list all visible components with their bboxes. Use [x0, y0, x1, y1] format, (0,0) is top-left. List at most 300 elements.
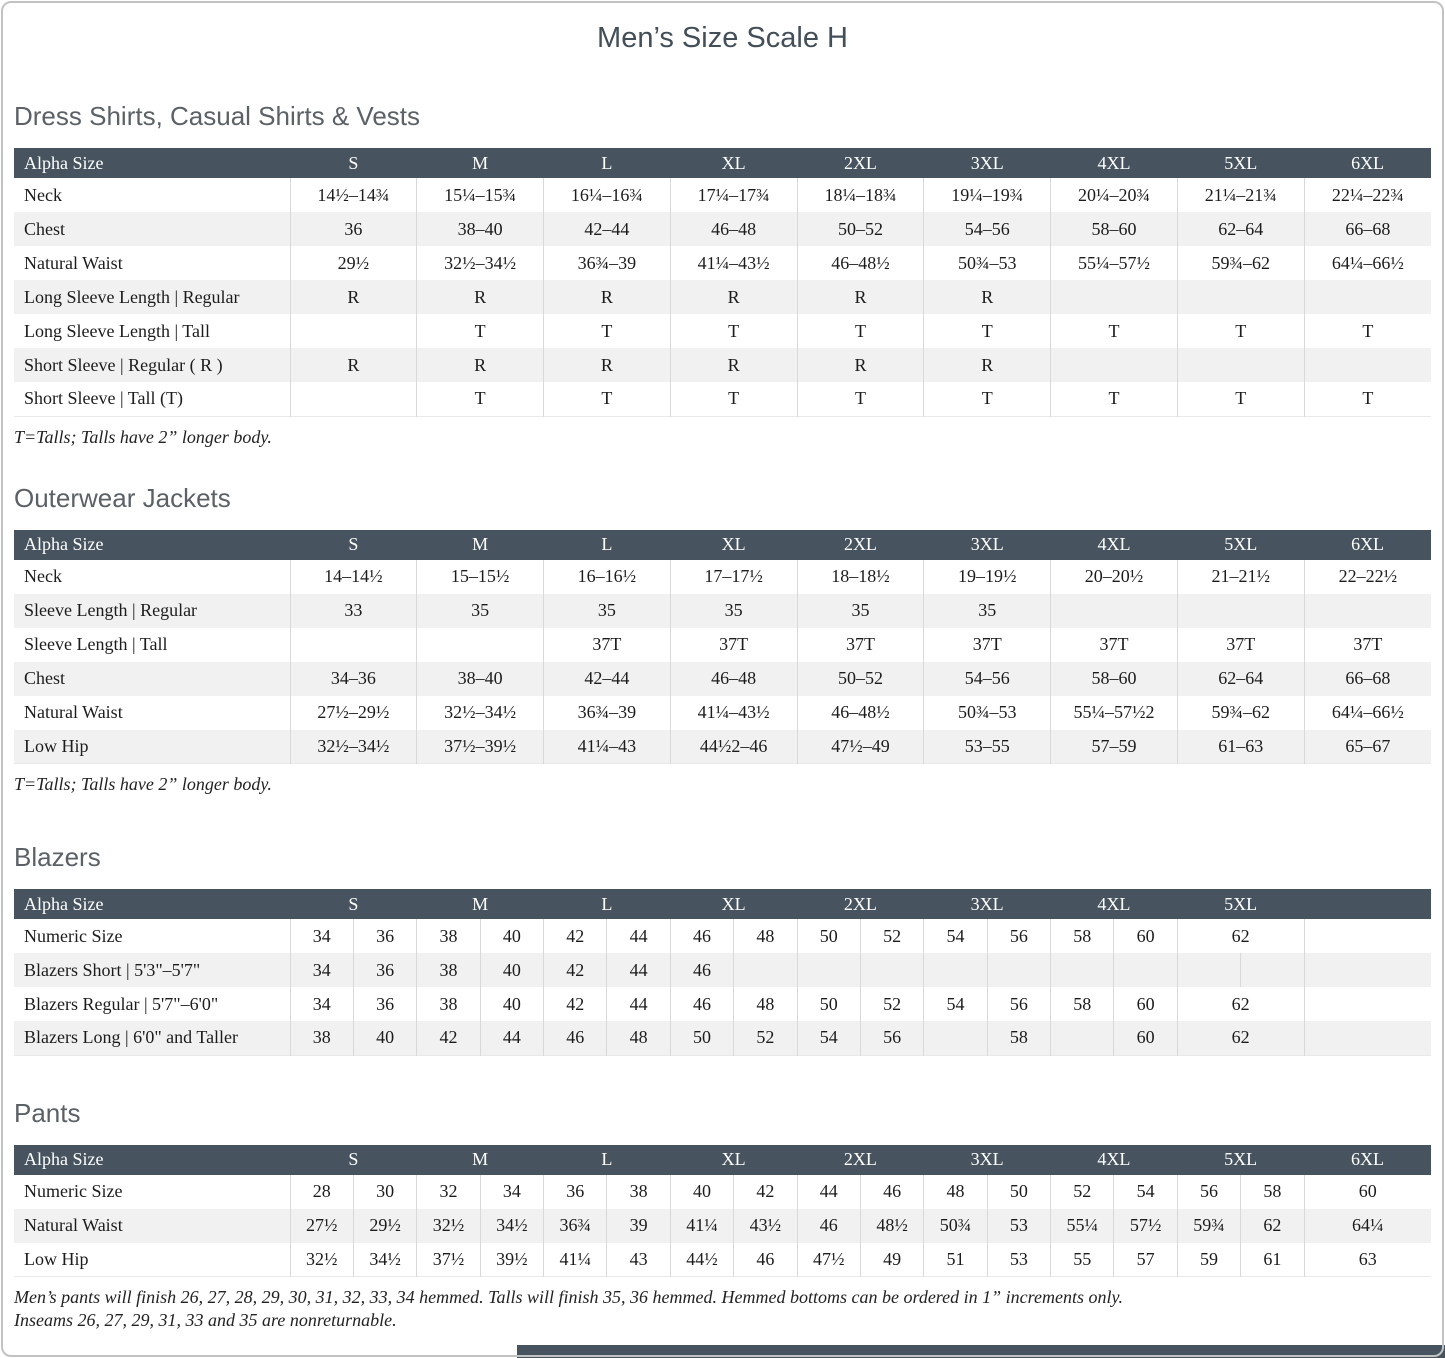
size-column-header: M: [417, 889, 544, 919]
size-cell: 27½: [290, 1209, 353, 1243]
row-label: Natural Waist: [24, 252, 123, 273]
size-cell: 36: [544, 1175, 607, 1209]
size-cell: 29½: [290, 246, 417, 280]
size-cell: 46: [670, 987, 733, 1021]
size-cell: 37T: [670, 628, 797, 662]
size-column-header: L: [544, 889, 671, 919]
size-cell: 34½: [353, 1243, 416, 1277]
size-cell: R: [417, 280, 544, 314]
size-cell: 30: [353, 1175, 416, 1209]
size-table: [14, 1145, 1431, 1278]
size-cell: T: [1304, 314, 1431, 348]
size-cell: 42: [417, 1021, 480, 1055]
size-cell: [417, 628, 544, 662]
section-heading-outerwear-jackets: Outerwear Jackets: [14, 482, 231, 513]
size-cell: R: [290, 348, 417, 382]
size-cell: 61–63: [1177, 730, 1304, 764]
size-cell: 60: [1114, 919, 1177, 953]
dress-shirts-footnote: T=Talls; Talls have 2” longer body.: [14, 426, 272, 447]
size-cell: 50¾–53: [924, 696, 1051, 730]
size-cell: 50: [670, 1021, 733, 1055]
row-label: Sleeve Length | Tall: [24, 634, 168, 654]
size-cell: 43½: [734, 1209, 797, 1243]
size-cell: 40: [480, 953, 543, 987]
row-label: Numeric Size: [24, 925, 123, 946]
size-cell: 46: [797, 1209, 860, 1243]
alpha-size-header-cell: Alpha Size: [14, 889, 290, 919]
size-cell: 38–40: [417, 662, 544, 696]
size-cell: 46: [670, 919, 733, 953]
size-cell: [1304, 919, 1431, 953]
size-cell: 34: [290, 953, 353, 987]
section-heading-pants: Pants: [14, 1097, 81, 1128]
size-cell: 54–56: [924, 212, 1051, 246]
row-label: Neck: [24, 566, 62, 586]
size-cell: 50: [797, 919, 860, 953]
size-cell: 42: [544, 919, 607, 953]
size-cell: [1177, 594, 1304, 628]
size-column-header: 6XL: [1304, 148, 1431, 178]
size-cell: 32½–34½: [290, 730, 417, 764]
size-cell: 44: [797, 1175, 860, 1209]
size-cell: 48: [734, 987, 797, 1021]
size-cell: [1304, 348, 1431, 382]
size-cell: 46: [544, 1021, 607, 1055]
size-cell: 56: [987, 987, 1050, 1021]
size-cell: 38–40: [417, 212, 544, 246]
outerwear-jackets-table-host: [14, 530, 1431, 765]
size-column-header: 6XL: [1304, 1145, 1431, 1175]
size-cell: 15¼–15¾: [417, 178, 544, 212]
size-cell: 38: [417, 919, 480, 953]
outerwear-jackets-footnote: T=Talls; Talls have 2” longer body.: [14, 774, 272, 794]
size-cell: 36¾: [544, 1209, 607, 1243]
size-column-header: S: [290, 1145, 417, 1175]
size-cell: 50: [797, 987, 860, 1021]
table-row: [14, 953, 1431, 987]
size-cell: 56: [1177, 1175, 1240, 1209]
row-label: Numeric Size: [24, 1181, 123, 1201]
size-cell: 50¾–53: [924, 246, 1051, 280]
table-row: [14, 696, 1431, 730]
size-cell: 37T: [924, 628, 1051, 662]
size-column-header: 3XL: [924, 889, 1051, 919]
size-cell: 62: [1177, 987, 1304, 1021]
size-cell: 32½: [290, 1243, 353, 1277]
row-label: Long Sleeve Length | Tall: [24, 320, 210, 341]
size-cell: 59¾: [1177, 1209, 1240, 1243]
size-column-header: XL: [670, 889, 797, 919]
size-cell: 47½–49: [797, 730, 924, 764]
size-cell: R: [544, 280, 671, 314]
size-cell: 38: [290, 1021, 353, 1055]
size-cell: 58: [1051, 919, 1114, 953]
size-cell: 51: [924, 1243, 987, 1277]
row-label: Short Sleeve | Tall (T): [24, 388, 183, 409]
size-cell: 55: [1051, 1243, 1114, 1277]
size-cell: 50: [987, 1175, 1050, 1209]
size-cell: 64¼–66½: [1304, 246, 1431, 280]
size-table: [14, 889, 1431, 1056]
size-cell: 65–67: [1304, 730, 1431, 764]
size-cell: [1177, 953, 1240, 987]
row-label: Natural Waist: [24, 1215, 123, 1235]
section-blazers: [14, 841, 1431, 1056]
size-cell: 38: [417, 987, 480, 1021]
size-column-header: 4XL: [1051, 889, 1178, 919]
size-cell: 62: [1241, 1209, 1304, 1243]
size-cell: 62–64: [1177, 212, 1304, 246]
size-cell: 41¼: [670, 1209, 733, 1243]
size-column-header: 3XL: [924, 148, 1051, 178]
size-cell: 52: [860, 919, 923, 953]
table-row: [14, 212, 1431, 246]
size-cell: T: [417, 382, 544, 416]
size-cell: T: [797, 382, 924, 416]
size-cell: 20¼–20¾: [1051, 178, 1178, 212]
size-cell: T: [1051, 382, 1178, 416]
size-cell: 44: [480, 1021, 543, 1055]
size-cell: R: [797, 280, 924, 314]
size-cell: 57: [1114, 1243, 1177, 1277]
size-cell: 58–60: [1051, 212, 1178, 246]
size-cell: 41¼–43½: [670, 246, 797, 280]
size-cell: 61: [1241, 1243, 1304, 1277]
blazers-table-host: [14, 889, 1431, 1056]
size-cell: 39½: [480, 1243, 543, 1277]
size-cell: 55¼–57½: [1051, 246, 1178, 280]
size-cell: 37T: [1177, 628, 1304, 662]
size-cell: 54–56: [924, 662, 1051, 696]
size-cell: 46: [860, 1175, 923, 1209]
row-label: Long Sleeve Length | Regular: [24, 286, 240, 307]
size-cell: 32½–34½: [417, 246, 544, 280]
size-cell: 46–48: [670, 662, 797, 696]
size-cell: 53–55: [924, 730, 1051, 764]
size-cell: 56: [987, 919, 1050, 953]
size-cell: 34: [480, 1175, 543, 1209]
size-cell: [924, 953, 987, 987]
table-row: [14, 1175, 1431, 1209]
size-cell: 41¼: [544, 1243, 607, 1277]
size-column-header: S: [290, 148, 417, 178]
size-cell: 64¼: [1304, 1209, 1431, 1243]
table-row: [14, 594, 1431, 628]
size-cell: 44½2–46: [670, 730, 797, 764]
size-cell: 57½: [1114, 1209, 1177, 1243]
pants-table-host: [14, 1145, 1431, 1278]
size-cell: 57–59: [1051, 730, 1178, 764]
size-cell: 40: [353, 1021, 416, 1055]
size-cell: [1051, 953, 1114, 987]
size-cell: 29½: [353, 1209, 416, 1243]
size-cell: 53: [987, 1209, 1050, 1243]
size-cell: [1304, 953, 1431, 987]
size-cell: 46: [670, 953, 733, 987]
size-cell: 34½: [480, 1209, 543, 1243]
size-cell: 60: [1304, 1175, 1431, 1209]
row-label: Blazers Short | 5'3"–5'7": [24, 959, 201, 980]
size-cell: 42–44: [544, 212, 671, 246]
size-cell: 60: [1114, 1021, 1177, 1055]
page-title: Men’s Size Scale H: [597, 22, 848, 54]
size-cell: 54: [924, 919, 987, 953]
size-cell: 64¼–66½: [1304, 696, 1431, 730]
size-column-header: XL: [670, 1145, 797, 1175]
row-label: Blazers Long | 6'0" and Taller: [24, 1027, 239, 1048]
size-cell: 54: [797, 1021, 860, 1055]
size-column-header: L: [544, 530, 671, 560]
size-cell: 14½–14¾: [290, 178, 417, 212]
size-cell: 36: [353, 953, 416, 987]
size-cell: 66–68: [1304, 662, 1431, 696]
size-cell: 34: [290, 919, 353, 953]
size-cell: 16–16½: [544, 560, 671, 594]
size-table: [14, 530, 1431, 765]
size-cell: 35: [924, 594, 1051, 628]
table-header-row: [14, 1145, 1431, 1175]
table-header-row: [14, 889, 1431, 919]
size-column-header: 4XL: [1051, 530, 1178, 560]
size-cell: 41¼–43½: [670, 696, 797, 730]
size-cell: 56: [860, 1021, 923, 1055]
size-cell: [290, 314, 417, 348]
size-cell: T: [1177, 314, 1304, 348]
size-cell: 37T: [544, 628, 671, 662]
size-column-header: L: [544, 148, 671, 178]
size-cell: 32: [417, 1175, 480, 1209]
size-table: [14, 148, 1431, 417]
size-cell: 35: [417, 594, 544, 628]
size-cell: 62–64: [1177, 662, 1304, 696]
size-cell: [1051, 594, 1178, 628]
size-cell: 36¾–39: [544, 246, 671, 280]
size-cell: [290, 628, 417, 662]
size-cell: 48: [607, 1021, 670, 1055]
row-label: Short Sleeve | Regular ( R ): [24, 354, 223, 375]
size-cell: 40: [480, 919, 543, 953]
size-cell: 19–19½: [924, 560, 1051, 594]
size-cell: 27½–29½: [290, 696, 417, 730]
size-cell: 59¾–62: [1177, 246, 1304, 280]
size-cell: 37½–39½: [417, 730, 544, 764]
size-column-header: M: [417, 1145, 544, 1175]
size-cell: 59¾–62: [1177, 696, 1304, 730]
size-cell: 48½: [860, 1209, 923, 1243]
size-cell: 22¼–22¾: [1304, 178, 1431, 212]
size-cell: 42: [734, 1175, 797, 1209]
size-cell: R: [924, 280, 1051, 314]
size-cell: 36: [290, 212, 417, 246]
alpha-size-header-cell: Alpha Size: [14, 530, 290, 560]
size-column-header: M: [417, 530, 544, 560]
size-cell: [1177, 348, 1304, 382]
size-cell: R: [417, 348, 544, 382]
size-cell: [1051, 348, 1178, 382]
row-label: Neck: [24, 184, 62, 205]
size-cell: [1304, 1021, 1431, 1055]
size-cell: [1304, 280, 1431, 314]
size-column-header: M: [417, 148, 544, 178]
size-cell: 35: [797, 594, 924, 628]
size-cell: 34: [290, 987, 353, 1021]
size-cell: 62: [1177, 919, 1304, 953]
size-cell: 37T: [797, 628, 924, 662]
size-column-header: 3XL: [924, 1145, 1051, 1175]
row-label: Chest: [24, 218, 66, 239]
size-cell: 62: [1177, 1021, 1304, 1055]
size-cell: 43: [607, 1243, 670, 1277]
size-column-header: S: [290, 889, 417, 919]
size-cell: [797, 953, 860, 987]
table-row: [14, 178, 1431, 212]
size-cell: 46: [734, 1243, 797, 1277]
size-cell: 40: [670, 1175, 733, 1209]
size-cell: 58: [1241, 1175, 1304, 1209]
size-cell: 28: [290, 1175, 353, 1209]
size-cell: T: [1304, 382, 1431, 416]
size-column-header: 5XL: [1177, 530, 1304, 560]
table-row: [14, 560, 1431, 594]
size-cell: 42: [544, 987, 607, 1021]
size-cell: 36¾–39: [544, 696, 671, 730]
size-cell: 55¼–57½2: [1051, 696, 1178, 730]
size-cell: [1051, 1021, 1114, 1055]
row-label: Blazers Regular | 5'7"–6'0": [24, 993, 219, 1014]
size-column-header: XL: [670, 148, 797, 178]
alpha-size-header-cell: Alpha Size: [14, 1145, 290, 1175]
table-header-row: [14, 530, 1431, 560]
size-cell: [1177, 280, 1304, 314]
size-cell: T: [797, 314, 924, 348]
section-dress-shirts: [14, 100, 1431, 449]
size-cell: 52: [1051, 1175, 1114, 1209]
size-cell: 44½: [670, 1243, 733, 1277]
size-cell: R: [670, 348, 797, 382]
size-cell: [1304, 987, 1431, 1021]
table-row: [14, 662, 1431, 696]
size-cell: T: [670, 314, 797, 348]
size-cell: 46–48½: [797, 246, 924, 280]
row-label: Low Hip: [24, 1248, 89, 1269]
size-cell: 19¼–19¾: [924, 178, 1051, 212]
size-cell: 17–17½: [670, 560, 797, 594]
size-cell: 49: [860, 1243, 923, 1277]
size-cell: 14–14½: [290, 560, 417, 594]
size-cell: 15–15½: [417, 560, 544, 594]
size-column-header: 5XL: [1177, 148, 1304, 178]
size-column-header: 6XL: [1304, 530, 1431, 560]
size-cell: 37T: [1304, 628, 1431, 662]
size-cell: [1241, 953, 1304, 987]
table-row: [14, 1209, 1431, 1243]
dress-shirts-table-host: [14, 148, 1431, 417]
size-cell: 50¾: [924, 1209, 987, 1243]
size-cell: [1114, 953, 1177, 987]
size-cell: 53: [987, 1243, 1050, 1277]
size-cell: 37T: [1051, 628, 1178, 662]
size-cell: 37½: [417, 1243, 480, 1277]
size-cell: 20–20½: [1051, 560, 1178, 594]
size-cell: 38: [417, 953, 480, 987]
size-cell: 32½–34½: [417, 696, 544, 730]
size-column-header: [1304, 889, 1431, 919]
size-cell: 38: [607, 1175, 670, 1209]
size-column-header: XL: [670, 530, 797, 560]
size-cell: 46–48: [670, 212, 797, 246]
size-cell: R: [290, 280, 417, 314]
size-column-header: 3XL: [924, 530, 1051, 560]
size-cell: T: [417, 314, 544, 348]
size-cell: T: [924, 314, 1051, 348]
section-heading-dress-shirts: Dress Shirts, Casual Shirts & Vests: [14, 101, 421, 131]
table-row: [14, 919, 1431, 953]
size-column-header: L: [544, 1145, 671, 1175]
size-cell: 44: [607, 987, 670, 1021]
size-column-header: 2XL: [797, 148, 924, 178]
size-column-header: 2XL: [797, 1145, 924, 1175]
table-header-row: [14, 148, 1431, 178]
section-pants: [14, 1097, 1431, 1333]
size-cell: [860, 953, 923, 987]
size-cell: 36: [353, 919, 416, 953]
size-column-header: 2XL: [797, 889, 924, 919]
size-cell: 54: [1114, 1175, 1177, 1209]
size-cell: 36: [353, 987, 416, 1021]
size-cell: 54: [924, 987, 987, 1021]
row-label: Natural Waist: [24, 702, 123, 722]
size-cell: T: [544, 314, 671, 348]
size-cell: 52: [860, 987, 923, 1021]
size-column-header: 2XL: [797, 530, 924, 560]
size-cell: 50–52: [797, 662, 924, 696]
size-cell: 48: [924, 1175, 987, 1209]
table-row: [14, 280, 1431, 314]
size-column-header: 4XL: [1051, 148, 1178, 178]
table-row: [14, 382, 1431, 416]
size-cell: 17¼–17¾: [670, 178, 797, 212]
size-column-header: S: [290, 530, 417, 560]
size-column-header: 5XL: [1177, 889, 1304, 919]
size-cell: 47½: [797, 1243, 860, 1277]
size-cell: 46–48½: [797, 696, 924, 730]
size-cell: 39: [607, 1209, 670, 1243]
table-row: [14, 730, 1431, 764]
row-label: Sleeve Length | Regular: [24, 600, 198, 620]
size-cell: 41¼–43: [544, 730, 671, 764]
table-row: [14, 348, 1431, 382]
size-cell: 35: [670, 594, 797, 628]
size-cell: 35: [544, 594, 671, 628]
size-cell: 60: [1114, 987, 1177, 1021]
size-cell: 42: [544, 953, 607, 987]
size-cell: 63: [1304, 1243, 1431, 1277]
size-cell: 58: [987, 1021, 1050, 1055]
next-table-header-cutoff: [517, 1345, 1445, 1358]
size-cell: [924, 1021, 987, 1055]
size-cell: T: [1051, 314, 1178, 348]
row-label: Low Hip: [24, 735, 89, 756]
size-cell: [1051, 280, 1178, 314]
size-cell: T: [544, 382, 671, 416]
size-cell: T: [670, 382, 797, 416]
table-row: [14, 246, 1431, 280]
size-column-header: 5XL: [1177, 1145, 1304, 1175]
size-cell: 55¼: [1051, 1209, 1114, 1243]
table-row: [14, 987, 1431, 1021]
table-row: [14, 1243, 1431, 1277]
size-cell: 21–21½: [1177, 560, 1304, 594]
